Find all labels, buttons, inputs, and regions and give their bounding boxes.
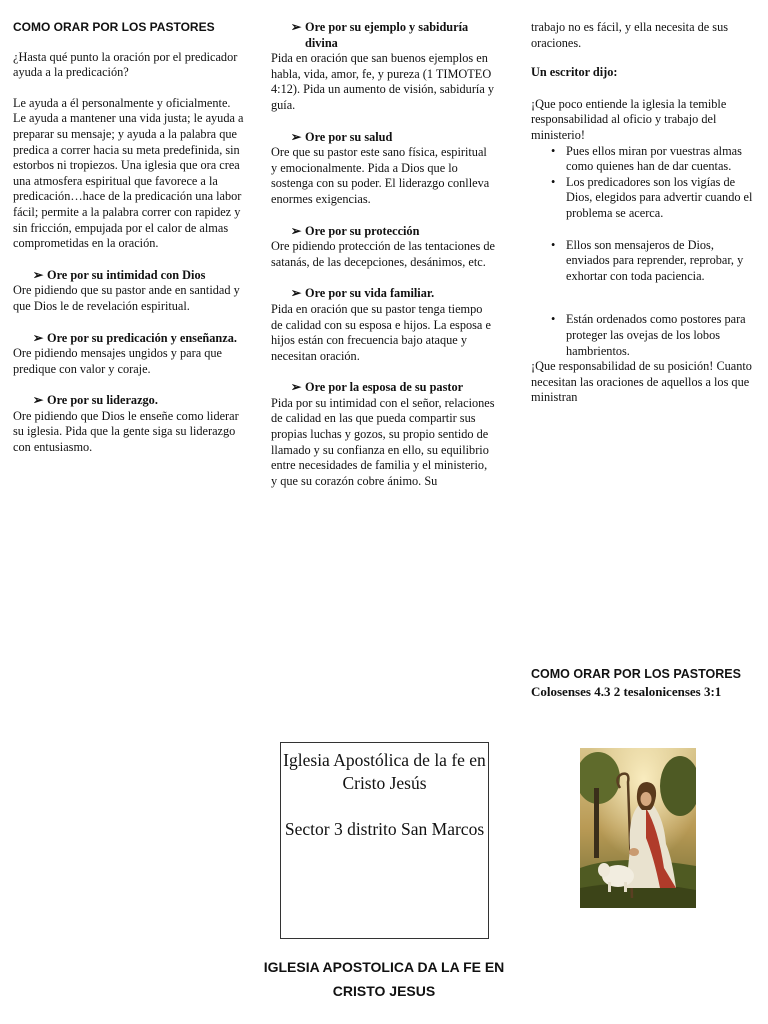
church-sector: Sector 3 distrito San Marcos [284,819,485,839]
arrow-bullet-icon: ➢ [290,286,302,301]
section-heading-ejemplo: ➢ Ore por su ejemplo y sabiduría divina [271,20,496,51]
bullet-dot-icon: • [551,237,556,252]
section-heading-familiar: ➢ Ore por su vida familiar. [271,286,496,302]
section-text-predicacion: Ore pidiendo mensajes ungidos y para que predique con valor y coraje. [13,346,222,376]
arrow-bullet-icon: ➢ [32,330,44,345]
list-item: • Los predicadores son los vigías de Dios, elegidos para advertir cuando el problema se acerca. [551,174,753,220]
list-item: • Pues ellos miran por vuestras almas como quienes han de dar cuentas. [551,143,742,174]
back-cover-title: COMO ORAR POR LOS PASTORES [531,667,741,681]
section-heading-salud: ➢ Ore por su salud [271,130,496,146]
section-heading-esposa: ➢ Ore por la esposa de su pastor [271,380,496,396]
back-cover-heading [531,665,767,701]
writer-heading: Un escritor dijo: [531,65,618,80]
bullet-dot-icon: • [551,143,556,158]
list-item: • Ellos son mensajeros de Dios, enviados para reprender, reprobar, y exhortar con toda paciencia. [551,237,744,283]
closing-text: ¡Que responsabilidad de su posición! Cuanto necesitan las oraciones de aquellos a los que ministran [531,359,752,405]
arrow-bullet-icon: ➢ [290,223,302,238]
continuation-text: trabajo no es fácil, y ella necesita de sus oraciones. [531,20,729,50]
church-name-box [280,742,489,939]
church-name: Iglesia Apostólica de la fe en Cristo Jesús [283,750,486,793]
section-text-intimidad: Ore pidiendo que su pastor ande en santidad y que Dios le de revelación espiritual. [13,283,240,313]
arrow-bullet-icon: ➢ [290,20,302,34]
arrow-bullet-icon: ➢ [32,393,44,408]
section-text-proteccion: Ore pidiendo protección de las tentaciones de satanás, de las decepciones, desánimos, etc. [271,239,495,269]
brochure-title: COMO ORAR POR LOS PASTORES [13,20,215,34]
quote-text: ¡Que poco entiende la iglesia la temible responsabilidad al oficio y trabajo del ministerio! [531,96,727,142]
section-heading-liderazgo: ➢ Ore por su liderazgo. [13,393,245,409]
column-1 [13,20,245,456]
section-heading-intimidad: ➢ Ore por su intimidad con Dios [13,268,245,284]
bullet-dot-icon: • [551,174,556,189]
shepherd-illustration [580,748,696,908]
bible-references: Colosenses 4.3 2 tesalonicenses 3:1 [531,684,722,699]
bottom-church-title: IGLESIA APOSTOLICA DA LA FE EN CRISTO JESUS [263,959,505,999]
intro-question: ¿Hasta qué punto la oración por el predicador ayuda a la predicación? [13,49,238,80]
section-text-salud: Ore que su pastor este sano física, espiritual y emocionalmente. Pida a Dios que lo sostenga con su poder. El liderazgo conlleva enormes exigencias. [271,145,490,206]
column-2 [271,20,496,489]
section-heading-predicacion: ➢ Ore por su predicación y enseñanza. [13,331,245,347]
section-text-ejemplo: Pida en oración que san buenos ejemplos en habla, vida, amor, fe, y pureza (1 TIMOTEO 4:12). Pida un aumento de visión, sabiduría y guía. [271,51,495,112]
intro-answer: Le ayuda a él personalmente y oficialmente. Le ayuda a mantener una vida justa; le ayuda a preparar su mensaje; y ayuda a la palabra que predica a correr hacia su meta predefinida, sin estorbos ni tropiezos. Una iglesia que ora crea una atmosfera espiritual que favorece a la predicación…hace de la predicación una labor fácil; permite a la palabra correr con rapidez y sin fricción, empujada por el calor de almas comprometidas en la oración. [13,95,244,251]
arrow-bullet-icon: ➢ [290,129,302,144]
bullet-dot-icon: • [551,312,556,327]
section-heading-proteccion: ➢ Ore por su protección [271,224,496,240]
section-text-esposa: Pida por su intimidad con el señor, relaciones de calidad en las que pueda compartir sus propias luchas y gozos, su propio sentido de llamado y su confianza en ello, su equilibrio entre necesidades de familia y el ministerio, y que su corazón cobre ánimo. Su [271,395,495,488]
section-text-liderazgo: Ore pidiendo que Dios le enseñe como liderar su iglesia. Pida que la gente siga su liderazgo con entusiasmo. [13,408,239,455]
arrow-bullet-icon: ➢ [32,267,44,282]
section-text-familiar: Pida en oración que su pastor tenga tiempo de calidad con su esposa e hijos. La esposa e hijos están con frecuencia bajo ataque y necesitan oración. [271,301,491,363]
arrow-bullet-icon: ➢ [290,380,302,395]
column-3 [531,20,757,406]
bullet-list [531,144,757,360]
list-item: • Están ordenados como postores para proteger las ovejas de los lobos hambrientos. [551,312,746,358]
shepherd-with-lamb-picture [580,748,696,908]
